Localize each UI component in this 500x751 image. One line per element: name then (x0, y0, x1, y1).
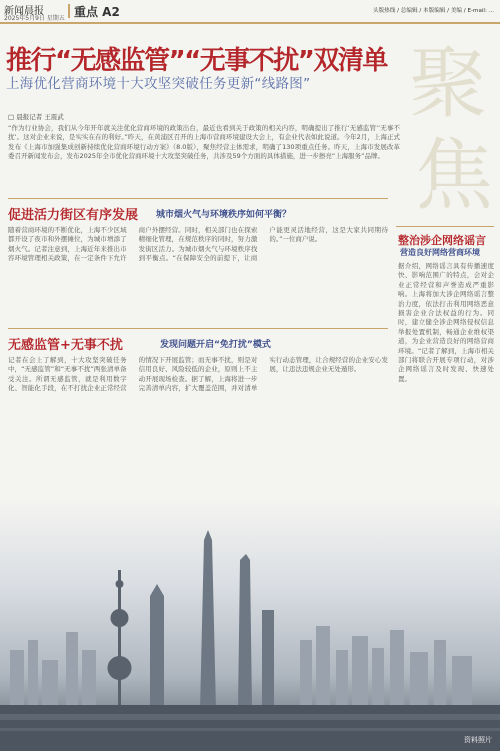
skyline-photo (0, 500, 500, 751)
issue-date: 2025年5月9日 星期五 (4, 15, 65, 22)
deco-char-2: 焦 (414, 131, 494, 216)
section-1-subtitle: 城市烟火气与环境秩序如何平衡？ (156, 210, 292, 220)
lead-paragraph: “作为行业协会，我们从今年开年就关注优化营商环境的政策出台，最近也看到关于政策的相关内容，明确提出了推行‘无感监管’‘无事不扰’。这对企业来说，是实实在在的利好。”昨天，在黄浦区召开的上海市营商环境建设大会上，有企业代表如此说道。今年2月，上海正式发布《上海市加强集成创新持续优化营商环境行动方案》（8.0版），聚焦经营主体需求，明确了130项重点任务。昨天，上海市发展改革委召开新闻发布会，发布2025年全市优化营商环境十大攻坚突破任务，共涉及59个方面的具体措施，进一步擦亮“上海服务”品牌。 (8, 124, 400, 161)
deco-char-1: 聚 (408, 39, 488, 129)
paper-name: 新闻晨报 (4, 6, 44, 17)
section-2-title: 无感监管+无事不扰 (8, 338, 123, 353)
section-1-body: 随着营商环境的不断优化，上海不少区域都开设了夜市和外摆摊位，为城市增添了烟火气。记者注意到，上海近年来推出市容环境管理相关政策，在一定条件下允许商户外摆经营。同时，相关部门也在探索精细化管理，在规范秩序的同时，努力激发街区活力。为城市烟火气与环境秩序找到平衡点。“在保障安全的前提下，让商户能更灵活地经营，这是大家共同期待的。”一位商户说。 (8, 226, 388, 263)
calligraphy-decoration (402, 30, 494, 216)
section-2-subtitle: 发现问题开启“免打扰”模式 (160, 340, 271, 350)
section-3-body: 据介绍，网络谣言具有传播速度快、影响范围广的特点，会对企业正常经营和声誉造成严重影响。上海将加大涉企网络谣言整治力度，依法打击利用网络恶意损害企业合法权益的行为。同时，建立健全涉企网络侵权信息举报处置机制，畅通企业维权渠道，为企业营造良好的网络营商环境。“记者了解到，上海市相关部门将联合开展专项行动，对涉企网络谣言及时发现、快速处置。 (398, 262, 494, 383)
section-3-title: 整治涉企网络谣言 (398, 234, 486, 247)
subheadline: 上海优化营商环境十大攻坚突破任务更新“线路图” (6, 76, 311, 92)
section-label: 重点 A2 (74, 5, 120, 19)
section-1-title: 促进活力街区有序发展 (8, 208, 139, 223)
section-rule (8, 198, 388, 199)
photo-credit: 资料照片 (464, 736, 492, 744)
section-rule (396, 226, 494, 227)
section-divider (68, 4, 70, 18)
section-3-subtitle: 营造良好网络营商环境 (400, 248, 480, 257)
section-rule (8, 328, 388, 329)
headline: 推行“无感监管”“无事不扰”双清单 (6, 46, 387, 76)
byline: □ 晨报记者 王震武 (8, 113, 64, 121)
hotline-info: 头版热线 / 总编辑 / 本版编辑 / 美编 / E-mail: ... (372, 8, 494, 14)
section-2-body: 记者在会上了解到，十大攻坚突破任务中，“无感监管”和“无事不扰”两张清单备受关注。所谓无感监管，就是利用数字化、智能化手段，在不打扰企业正常经营的情况下开展监管；而无事不扰，则是对信用良好、风险较低的企业，原则上不主动开展现场检查。据了解，上海将进一步完善清单内容，扩大覆盖范围，并对清单实行动态管理，让合规经营的企业安心发展，让违法违规企业无处遁形。 (8, 356, 388, 393)
